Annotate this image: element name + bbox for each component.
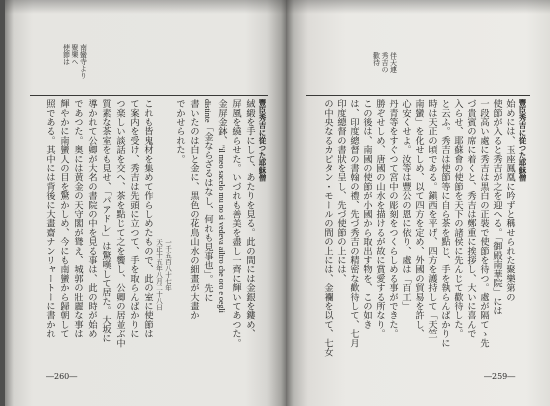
text-column: て案内を受け、秀吉は先頭に立つて、手を取らんばかりに [128, 99, 139, 339]
text-column: 時は天正の頃である。鎭西を平げ、四方を護持して「天竺 [426, 99, 437, 339]
text-column: 書いたのは白と金に、黒色の花鳥山水の細畫が大畫か [188, 99, 199, 320]
running-head: 豐臣秀吉に從つた耶穌僧 [258, 99, 267, 182]
scan-shadow [286, 0, 550, 14]
text-column: 使節が入ると秀吉が之を迎へる。「御殿南華院」には [491, 99, 502, 316]
marginal-note-line: 南蠻寺より [79, 44, 88, 79]
text-column: 絨緞を手にして、あたりを見る。此の間には金銀を鏤め、 [244, 99, 255, 339]
marginal-note-line: 聚樂へ [71, 44, 79, 65]
text-column: 勝ぞせしめ、唐國の山水を描けるが故に賞愛する所なり。 [374, 99, 385, 339]
text-column: の中央なるカピタン・モールの間の上には、金襴を以て、七女 [322, 99, 333, 357]
quote-column [200, 99, 214, 361]
marginal-note [372, 52, 398, 92]
marginal-note [62, 44, 88, 84]
annotation [154, 99, 172, 361]
text-column: 屏風を繞らせた。いづれも善美を盡し一齊に輝いてあつた。 [230, 99, 241, 348]
text-column: 一段高い處に秀吉は黒白の正裝で使節を待つ。處が隔てゝ先 [478, 99, 489, 348]
text-column: 導かれて公卿が大名の書院の中を見る事は、此の時が始め [86, 99, 97, 339]
text-column: 印度總督の書狀を呈し、先づ使節の上には、 [335, 99, 346, 283]
running-head: 豐臣秀吉に從つた耶穌僧 [518, 99, 527, 182]
text-column: この後は、南國の使節が小國から取出す物を、この如き [361, 99, 372, 329]
latin-quote: "il meo sacelo mu no si vedeva ailtro che oro e oegli [217, 145, 226, 313]
text-column: であつた。奥には黄金の天守閣が聳え、城郭の壯麗な事は [72, 99, 83, 339]
right-page-text [321, 99, 528, 361]
text-column: これも皆鬼材を集めて作らしめたもので、此の室に使節は [142, 99, 153, 339]
text-column: 輝やかに南蠻人の目を驚かしめ、今にも南蠻から歸朝して [58, 99, 69, 339]
text-column: 始めには、玉座鳳凰に吟ずと稱せられた聚樂第の [504, 99, 515, 302]
header-rule [306, 95, 530, 96]
scan-shadow [5, 0, 286, 14]
text-column: づ貴賓の席に着くと、秀吉は鄭重に挨拶し、大いに喜んで [465, 99, 476, 339]
annotation-line: 天正十五年八月二十八日 [155, 239, 163, 311]
quote-translation: 「金ならざるはなし、何れも見事也」。先に [202, 122, 213, 302]
marginal-note-line: 秀吉の [381, 52, 389, 73]
text-column: 入らせ、耶蘇會の使節を天下の諸侯に先んじて歡待した。 [452, 99, 463, 339]
marginal-note-line: 使節は [62, 44, 71, 65]
annotation-line: 一千五百八十七年 [164, 239, 172, 291]
marginal-note-line: 伴天連 [389, 52, 398, 73]
quote-lead: 金屏金鉢、 [216, 99, 227, 145]
text-column: 心安くせよ。汝等は豐公の恩に依り、處は「百工」 [400, 99, 411, 311]
marginal-note-line: 歡待 [372, 52, 381, 66]
text-column: でかせられた。 [174, 99, 185, 164]
text-column: と云ふ。秀吉は使節等に自ら茶を點じ、手を執らんばかりに [439, 99, 450, 348]
text-column: 南蠻」を化せしめ、以て四方を定め、外國の貿易を許し、 [413, 99, 424, 339]
latin-quote: distinte [203, 99, 212, 123]
text-column: 照である。其中には背後に大畫齋ナンリャートーに書かれ [44, 99, 55, 339]
text-column: つ楽しい談話を交へ、茶を點じて之を饗し、公卿の居並ぶ中 [114, 99, 125, 348]
text-column: 質素な茶室をも見せ、「パアドレ」は驚嘆して居た。大坂に [100, 99, 111, 343]
quote-column [214, 99, 228, 361]
left-page-text [42, 99, 268, 361]
header-rule [30, 95, 268, 96]
text-column: は、印度總督の書翰の禮、先づ秀吉の精密な歡待して、七月 [348, 99, 359, 348]
page-number: ―259― [484, 372, 516, 381]
text-column: 丹青等をすぐつて宮中の彫刻をつくらしめる事ができた。 [387, 99, 398, 339]
page-number: ―260― [46, 372, 78, 381]
